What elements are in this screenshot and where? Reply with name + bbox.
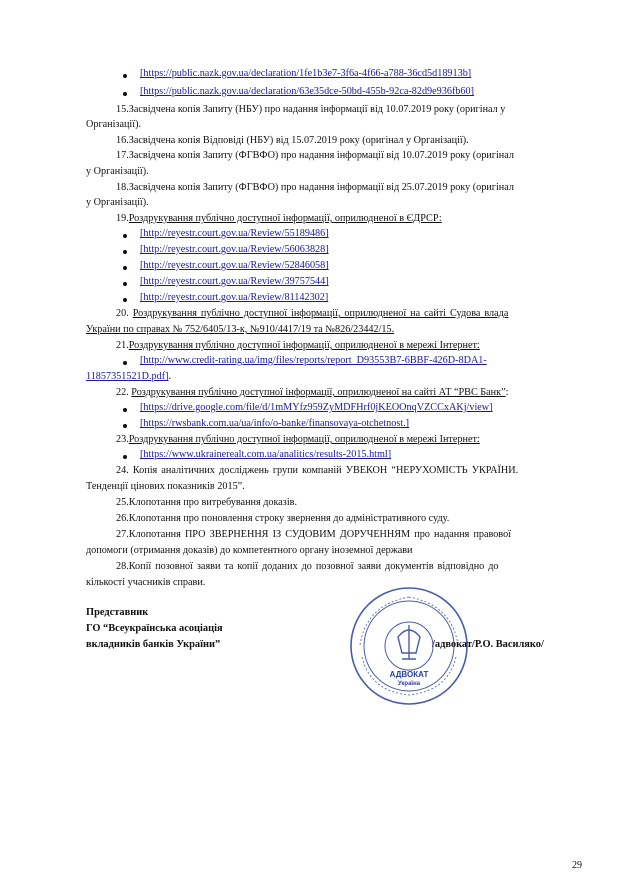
period: . <box>168 371 172 382</box>
item-23 <box>116 433 480 446</box>
bullet <box>123 234 127 238</box>
reyestr-link-3[interactable]: [http://reyestr.court.gov.ua/Review/52846058] <box>140 260 329 271</box>
item-22-heading: Роздрукування публічно доступної інформації, оприлюдненої на сайті АТ “РВС Банк” <box>131 387 506 398</box>
bullet <box>123 455 127 459</box>
item-21-number: 21. <box>116 340 129 351</box>
bullet <box>123 92 127 96</box>
ukrainerealt-link[interactable]: [https://www.ukrainerealt.com.ua/analitics/results-2015.html] <box>140 449 392 460</box>
bullet <box>123 250 127 254</box>
representative-org-line-1: ГО “Всеукраїнська асоціація <box>86 623 223 634</box>
reyestr-link-4[interactable]: [http://reyestr.court.gov.ua/Review/39757544] <box>140 276 329 287</box>
page-number: 29 <box>572 860 582 871</box>
item-24-line-1: 24. Копія аналітичних досліджень групи компаній УВЕКОН “НЕРУХОМІСТЬ УКРАЇНИ. <box>116 465 519 476</box>
bullet <box>123 282 127 286</box>
bullet <box>123 266 127 270</box>
reyestr-link-5[interactable]: [http://reyestr.court.gov.ua/Review/81142302] <box>140 292 329 303</box>
credit-rating-link-1[interactable]: [http://www.credit-rating.ua/img/files/reports/report_D93553B7-6BBF-426D-8DA1- <box>140 355 487 366</box>
signature-text: /адвокат/Р.О. Василяко/ <box>432 639 544 650</box>
item-20-heading: Роздрукування публічно доступної інформації, оприлюдненої на сайті Судова влада <box>132 308 509 319</box>
nazk-link-1[interactable]: [https://public.nazk.gov.ua/declaration/1fe1b3e7-3f6a-4f66-a788-36cd5d18913b] <box>140 68 472 79</box>
item-23-heading: Роздрукування публічно доступної інформації, оприлюдненої в мережі Інтернет: <box>128 434 480 445</box>
item-27-line-1: 27.Клопотання ПРО ЗВЕРНЕННЯ ІЗ СУДОВИМ ДОРУЧЕННЯМ про надання правової <box>116 529 512 540</box>
item-19-number: 19. <box>116 213 129 224</box>
reyestr-link-2[interactable]: [http://reyestr.court.gov.ua/Review/56063828] <box>140 244 329 255</box>
item-22 <box>116 386 508 399</box>
item-19-heading: Роздрукування публічно доступної інформації, оприлюдненої в ЄДРСР: <box>128 213 442 224</box>
item-18-line-1: 18.Засвідчена копія Запиту (ФГВФО) про надання інформації від 25.07.2019 року (оригінал <box>116 182 514 193</box>
item-15-line-2: Організації). <box>86 119 142 130</box>
item-20-line-2: України по справах № 752/6405/13-к, №910/4417/19 та №826/23442/15. <box>86 324 395 335</box>
bullet <box>123 74 127 78</box>
bullet <box>123 424 127 428</box>
item-17-line-2: у Організації). <box>86 166 149 177</box>
stamp-center-text: АДВОКАТ <box>389 670 429 679</box>
bullet <box>123 361 127 365</box>
item-21 <box>116 339 480 352</box>
item-24-line-2: Тенденції цінових показників 2015”. <box>86 481 245 492</box>
item-22-number: 22. <box>116 387 132 398</box>
item-18-line-2: у Організації). <box>86 197 149 208</box>
item-27-line-2: допомоги (отримання доказів) до компетентного органу іноземної держави <box>86 545 413 556</box>
item-23-number: 23. <box>116 434 129 445</box>
item-16: 16.Засвідчена копія Відповіді (НБУ) від 15.07.2019 року (оригінал у Організації). <box>116 135 469 146</box>
credit-rating-link-2[interactable]: 11857351521D.pdf] <box>86 371 169 382</box>
item-21-heading: Роздрукування публічно доступної інформації, оприлюдненої в мережі Інтернет: <box>128 340 480 351</box>
credit-rating-line-2 <box>86 370 171 383</box>
item-20-line-1 <box>116 307 508 320</box>
item-28-line-1: 28.Копії позовної заяви та копії доданих до позовної заяви документів відповідно до <box>116 561 499 572</box>
nazk-link-2[interactable]: [https://public.nazk.gov.ua/declaration/63e35dce-50bd-455b-92ca-82d9e936fb60] <box>140 86 475 97</box>
stamp-country: Україна <box>397 681 421 687</box>
colon: : <box>505 387 509 398</box>
reyestr-link-1[interactable]: [http://reyestr.court.gov.ua/Review/55189486] <box>140 228 329 239</box>
item-15-line-1: 15.Засвідчена копія Запиту (НБУ) про надання інформації від 10.07.2019 року (оригінал у <box>116 104 506 115</box>
representative-title: Представник <box>86 607 149 618</box>
rwsbank-link[interactable]: [https://rwsbank.com.ua/ua/info/o-banke/finansovaya-otchetnost.] <box>140 418 410 429</box>
representative-org-line-2: вкладників банків України” <box>86 639 221 650</box>
bullet <box>123 408 127 412</box>
bullet <box>123 298 127 302</box>
item-25: 25.Клопотання про витребування доказів. <box>116 497 298 508</box>
item-28-line-2: кількості учасників справи. <box>86 577 206 588</box>
drive-link[interactable]: [https://drive.google.com/file/d/1mMYfz959ZyMDFHrf0jKEOOnqVZCCxAKj/view] <box>140 402 493 413</box>
item-20-number: 20. <box>116 308 133 319</box>
item-26: 26.Клопотання про поновлення строку звернення до адміністративного суду. <box>116 513 450 524</box>
item-17-line-1: 17.Засвідчена копія Запиту (ФГВФО) про надання інформації від 10.07.2019 року (оригінал <box>116 150 514 161</box>
item-19 <box>116 212 442 225</box>
